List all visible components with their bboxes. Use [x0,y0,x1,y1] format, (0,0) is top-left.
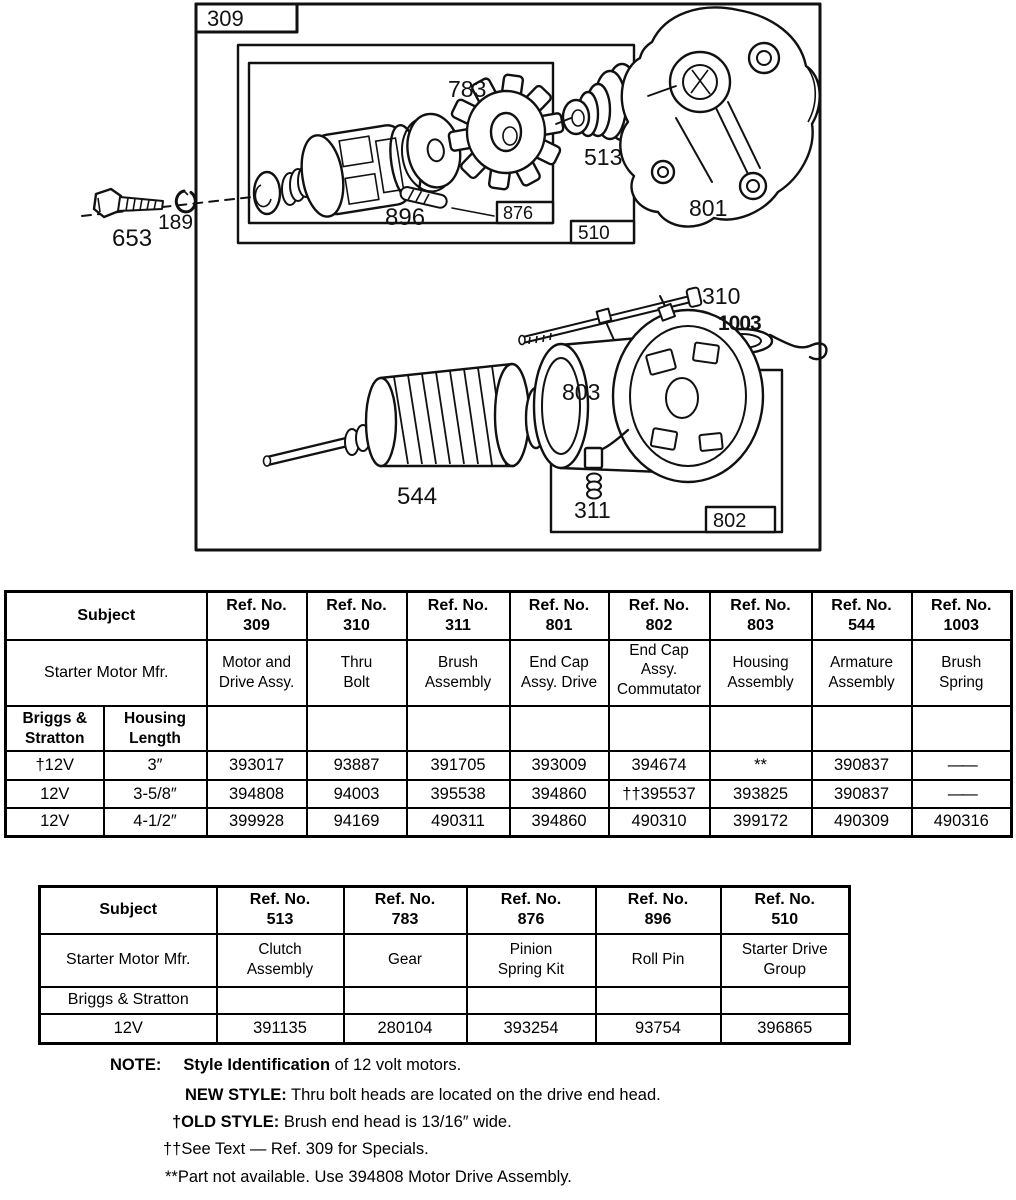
table2-col-header: Ref. No. 783 [344,887,467,934]
see-text: ††See Text — Ref. 309 for Specials. [163,1140,429,1158]
table2-mfr-header: Starter Motor Mfr. [40,934,217,987]
table1-col-header: Ref. No. 802 [609,592,710,640]
part-number-cell: 280104 [344,1014,467,1044]
table2-part-desc: Gear [344,934,467,987]
part-number-cell: ††395537 [609,780,710,808]
table1-part-desc: End Cap Assy. Drive [510,640,609,707]
callout-803: 803 [562,379,601,405]
part-number-cell: 393009 [510,751,609,780]
table1-col-header: Ref. No. 1003 [912,592,1012,640]
empty-cell [912,706,1012,751]
ref-309-label: 309 [207,6,244,31]
part-number-cell: —— [912,780,1012,808]
table1-brand-row [6,706,1012,751]
note-style-identification [110,1056,461,1075]
table1-col-header: Ref. No. 801 [510,592,609,640]
empty-cell [467,987,596,1014]
table2-brand-header: Briggs & Stratton [40,987,217,1014]
part-number-cell: 93887 [307,751,407,780]
table1-col-header: Ref. No. 310 [307,592,407,640]
empty-cell [217,987,344,1014]
empty-cell [207,706,307,751]
table1-part-desc: Brush Assembly [407,640,510,707]
table1-part-desc: Housing Assembly [710,640,812,707]
table2-col-header: Ref. No. 513 [217,887,344,934]
part-number-cell: 390837 [812,751,912,780]
table2-col-header: Ref. No. 510 [721,887,850,934]
table1-part-desc: Armature Assembly [812,640,912,707]
callout-311: 311 [574,497,611,523]
part-number-cell: 490311 [407,808,510,836]
brush-311-art [585,448,602,499]
part-number-cell: 490309 [812,808,912,836]
new-style-text: Thru bolt heads are located on the drive end head. [291,1086,661,1104]
volt-cell: 12V [6,808,104,836]
old-style-label: †OLD STYLE: [172,1113,280,1131]
table1-brand-header: Briggs & Stratton [6,706,104,751]
callout-896: 896 [385,204,426,231]
part-number-cell: 93754 [596,1014,721,1044]
length-cell: 4-1/2″ [104,808,207,836]
callout-653: 653 [112,225,153,252]
secondary-parts-table [38,885,851,1045]
table1-desc-row [6,640,1012,707]
empty-cell [812,706,912,751]
callout-783: 783 [448,76,487,102]
part-number-cell: 396865 [721,1014,850,1044]
ref-309-label-box [196,4,297,32]
old-style-text: Brush end head is 13/16″ wide. [283,1113,512,1131]
part-number-cell: ** [710,751,812,780]
table1-col-header: Ref. No. 311 [407,592,510,640]
part-number-cell: —— [912,751,1012,780]
volt-cell: †12V [6,751,104,780]
empty-cell [407,706,510,751]
table1-part-desc: Motor and Drive Assy. [207,640,307,707]
empty-cell [596,987,721,1014]
empty-cell [721,987,850,1014]
retainer-189-art [176,191,195,212]
part-number-cell: 394860 [510,780,609,808]
callout-1003: 1003 [718,312,761,335]
bolt-653-art [94,189,163,217]
part-number-cell: 94169 [307,808,407,836]
note-label: NOTE: [110,1056,162,1074]
ref-802-label-box [706,507,775,532]
table2-part-desc: Roll Pin [596,934,721,987]
empty-cell [510,706,609,751]
part-number-cell: 391705 [407,751,510,780]
ref-876-label: 876 [503,203,534,223]
note-new-style [185,1086,661,1105]
ref-876-label-box [497,202,553,223]
volt-cell: 12V [40,1014,217,1044]
callout-189: 189 [158,211,194,234]
armature-544-art [264,364,547,466]
part-number-cell: 399172 [710,808,812,836]
note-see-text [163,1140,429,1159]
end-cap-drive-801-art [620,8,819,227]
empty-cell [609,706,710,751]
volt-cell: 12V [6,780,104,808]
note-old-style [172,1113,512,1132]
table2-subject-header: Subject [40,887,217,934]
table1-subject-header: Subject [6,592,207,640]
table1-col-header: Ref. No. 803 [710,592,812,640]
main-parts-table [4,590,1013,838]
callout-544: 544 [397,483,438,510]
empty-cell [344,987,467,1014]
table2-col-header: Ref. No. 876 [467,887,596,934]
table1-data-row [6,751,1012,780]
part-number-cell: 394860 [510,808,609,836]
part-number-cell: 391135 [217,1014,344,1044]
part-number-cell: 94003 [307,780,407,808]
ref-510-label-box [571,221,634,244]
part-number-cell: 490316 [912,808,1012,836]
ref-802-label: 802 [713,510,747,532]
exploded-parts-diagram [0,0,1016,580]
empty-cell [710,706,812,751]
table2-part-desc: Pinion Spring Kit [467,934,596,987]
part-number-cell: 393825 [710,780,812,808]
part-not-available-text: **Part not available. Use 394808 Motor Drive Assembly. [165,1168,572,1186]
note-text: of 12 volt motors. [334,1056,462,1074]
part-number-cell: 395538 [407,780,510,808]
ref-510-label: 510 [578,223,610,244]
part-number-cell: 393017 [207,751,307,780]
part-number-cell: 399928 [207,808,307,836]
part-number-cell: 394808 [207,780,307,808]
table1-col-header: Ref. No. 309 [207,592,307,640]
part-number-cell: 394674 [609,751,710,780]
empty-cell [307,706,407,751]
callout-310: 310 [702,283,741,309]
note-part-not-available [165,1168,572,1187]
table1-part-desc: Thru Bolt [307,640,407,707]
table1-mfr-header: Starter Motor Mfr. [6,640,207,707]
length-cell: 3-5/8″ [104,780,207,808]
length-cell: 3″ [104,751,207,780]
table2-data-row [40,1014,850,1044]
new-style-label: NEW STYLE: [185,1086,287,1104]
table1-housing-header: Housing Length [104,706,207,751]
note-bold-text: Style Identification [183,1056,331,1074]
table1-part-desc: End Cap Assy. Commutator [609,640,710,707]
callout-801: 801 [689,195,728,221]
table1-col-header: Ref. No. 544 [812,592,912,640]
table2-desc-row [40,934,850,987]
part-number-cell: 393254 [467,1014,596,1044]
table1-data-row [6,808,1012,836]
table1-data-row [6,780,1012,808]
callout-513: 513 [584,144,623,170]
table2-part-desc: Clutch Assembly [217,934,344,987]
table1-ref-header-row [6,592,1012,640]
table2-part-desc: Starter Drive Group [721,934,850,987]
table1-part-desc: Brush Spring [912,640,1012,707]
table2-col-header: Ref. No. 896 [596,887,721,934]
table2-ref-header-row [40,887,850,934]
part-number-cell: 390837 [812,780,912,808]
part-number-cell: 490310 [609,808,710,836]
table2-brand-row [40,987,850,1014]
